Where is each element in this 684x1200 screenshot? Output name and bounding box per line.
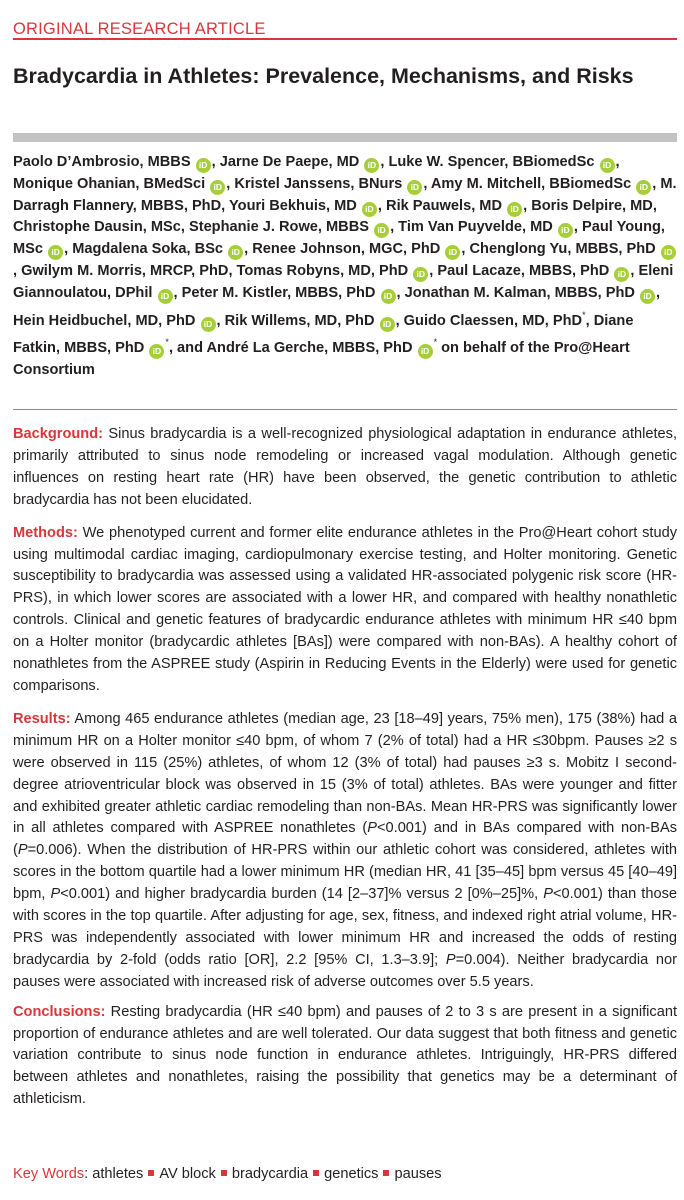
author: Renee Johnson, MGC, PhD <box>252 241 441 258</box>
section-label: ORIGINAL RESEARCH ARTICLE <box>13 20 266 38</box>
orcid-icon[interactable]: iD <box>407 180 422 195</box>
abstract-conclusions <box>13 1002 677 1112</box>
author: Magdalena Soka, BSc <box>72 241 224 258</box>
orcid-icon[interactable]: iD <box>158 289 173 304</box>
author: Jarne De Paepe, MD <box>219 154 360 170</box>
corresponding-author-star: * <box>165 337 169 348</box>
author: Rik Pauwels, MD <box>386 197 503 214</box>
author: Youri Bekhuis, MD <box>229 197 357 214</box>
methods-heading: Methods: <box>13 524 78 541</box>
orcid-icon[interactable]: iD <box>48 245 63 260</box>
p-value-symbol: P <box>50 886 61 903</box>
results-text-3: =0.006). When the distribution of HR-PRS within our athletic cohort was considered, athletes with scores in the bottom quartile had a lower minimum HR (median HR, 41 [35–45] bpm versus 45 [40–49] bpm, <box>13 842 677 903</box>
conclusions-text: Resting bradycardia (HR ≤40 bpm) and pauses of 2 to 3 s are present in a significant proportion of endurance athletes and are well tolerated. Our data suggest that both fitness and genetic variation contribute to sinus node function in endurance athletes. Intriguingly, HR-PRS differed between athletes and nonathletes, raising the possibility that genetics may be a determinant of athleticism. <box>13 1003 677 1108</box>
results-text-5: <0.001) than those with scores in the top quartile. After adjusting for age, sex, fitness, and indexed right atrial volume, HR-PRS was independently associated with lower minimum HR and increased the odds of resting bradycardia by 2-fold (odds ratio [OR], 2.2 [95% CI, 1.3–3.9]; <box>13 886 677 968</box>
orcid-icon[interactable]: iD <box>507 202 522 217</box>
keyword[interactable]: AV block <box>159 1166 216 1182</box>
orcid-icon[interactable]: iD <box>380 317 395 332</box>
author: Chenglong Yu, MBBS, PhD <box>469 241 656 258</box>
p-value-symbol: P <box>445 951 456 968</box>
orcid-icon[interactable]: iD <box>636 180 651 195</box>
orcid-icon[interactable]: iD <box>661 245 676 260</box>
key-words-colon: : <box>84 1166 93 1182</box>
abstract-results <box>13 709 677 994</box>
author: Amy M. Mitchell, BBiomedSc <box>430 175 632 192</box>
section-label-rule <box>13 38 677 40</box>
author: Stephanie J. Rowe, MBBS <box>188 219 369 236</box>
background-heading: Background: <box>13 426 103 442</box>
author: Peter M. Kistler, MBBS, PhD <box>181 284 376 301</box>
orcid-icon[interactable]: iD <box>374 223 389 238</box>
abstract-divider <box>13 409 677 410</box>
orcid-icon[interactable]: iD <box>196 158 211 173</box>
orcid-icon[interactable]: iD <box>418 344 433 359</box>
orcid-icon[interactable]: iD <box>381 289 396 304</box>
author: Rik Willems, MD, PhD <box>224 312 375 329</box>
title-divider-bar <box>13 133 677 142</box>
author: Paolo D’Ambrosio, MBBS <box>13 154 191 170</box>
orcid-icon[interactable]: iD <box>201 317 216 332</box>
author: Paul Lacaze, MBBS, PhD <box>437 262 610 279</box>
author: Tomas Robyns, MD, PhD <box>236 262 409 279</box>
conclusions-heading: Conclusions: <box>13 1003 106 1020</box>
keyword[interactable]: pauses <box>394 1166 442 1182</box>
orcid-icon[interactable]: iD <box>445 245 460 260</box>
results-text-2: <0.001) and in BAs compared with non-BAs ( <box>13 820 678 859</box>
abstract <box>13 424 677 1122</box>
author: Tim Van Puyvelde, MD <box>398 219 553 236</box>
orcid-icon[interactable]: iD <box>362 202 377 217</box>
orcid-icon[interactable]: iD <box>640 289 655 304</box>
author: M. Darragh Flannery, MBBS, PhD <box>13 175 677 214</box>
orcid-icon[interactable]: iD <box>228 245 243 260</box>
keyword[interactable]: bradycardia <box>231 1166 309 1182</box>
abstract-background <box>13 424 677 512</box>
author: Jonathan M. Kalman, MBBS, PhD <box>404 284 635 301</box>
square-bullet-icon <box>313 1170 319 1176</box>
author: Boris Delpire, MD <box>531 197 653 214</box>
consortium-credit: on behalf of the Pro@Heart Consortium <box>13 340 630 379</box>
author: Eleni Giannoulatou, DPhil <box>13 262 674 301</box>
key-words-heading: Key Words <box>13 1166 85 1182</box>
author: Luke W. Spencer, BBiomedSc <box>388 154 595 170</box>
author: Hein Heidbuchel, MD, PhD <box>13 312 196 329</box>
authors-and: and <box>177 340 207 357</box>
key-words <box>13 1164 677 1185</box>
corresponding-author-star: * <box>582 309 586 320</box>
methods-text: We phenotyped current and former elite endurance athletes in the Pro@Heart cohort study using multimodal cardiac imaging, cardiopulmonary exercise testing, and Holter monitoring. Genetic susceptibility to bradycardia was assessed using a validated HR-associated polygenic risk score (HR-PRS), in which lower scores are associated with a lower HR, and compared with healthy nonathletic controls. Clinical and genetic features of bradycardic endurance athletes with minimum HR ≤40 bpm on a Holter monitor (bradycardic athletes [BAs]) were compared with non-BAs). A healthy cohort of nonathletes from the ASPREE study (Aspirin in Reducing Events in the Elderly) were used for genetic comparisons. <box>13 524 677 694</box>
author: Paul Young, MSc <box>13 219 665 258</box>
square-bullet-icon <box>383 1170 389 1176</box>
author: Gwilym M. Morris, MRCP, PhD <box>21 262 229 279</box>
results-text-1: Among 465 endurance athletes (median age, 23 [18–49] years, 75% men), 175 (38%) had a minimum HR on a Holter monitor ≤40 bpm, of whom 7 (2% of total) had a HR ≤30bpm. Pauses ≥2 s were observed in 115 (25%) athletes, of whom 12 (3% of total) had pauses ≥3 s. Mobitz I second-degree atrioventricular block was observed in 15 (3% of total) athletes. BAs were younger and fitter and exhibited greater athletic cardiac remodeling than non-BAs. Mean HR-PRS was significantly lower in all athletes compared with ASPREE nonathletes ( <box>13 710 677 837</box>
background-text: Sinus bradycardia is a well-recognized physiological adaptation in endurance athletes, primarily attributed to sinus node remodeling or increased vagal modulation. Although genetic influences on resting heart rate (HR) have been observed, the genetic contribution to athletic bradycardia has not been elucidated. <box>13 426 677 508</box>
orcid-icon[interactable]: iD <box>210 180 225 195</box>
author: Diane Fatkin, MBBS, PhD <box>13 312 634 357</box>
orcid-icon[interactable]: iD <box>600 158 615 173</box>
author: Monique Ohanian, BMedSci <box>13 175 206 192</box>
keyword[interactable]: athletes <box>92 1166 144 1182</box>
p-value-symbol: P <box>543 886 553 903</box>
p-value-symbol: P <box>367 820 377 837</box>
author: Kristel Janssens, BNurs <box>234 175 403 192</box>
corresponding-author-star: * <box>433 337 438 348</box>
keyword[interactable]: genetics <box>324 1166 379 1182</box>
author: André La Gerche, MBBS, PhD <box>206 340 413 357</box>
p-value-symbol: P <box>17 842 28 859</box>
author-list: Paolo D’Ambrosio, MBBS iD , Jarne De Paepe, MD iD , Luke W. Spencer, BBiomedSc iD , Monique Ohanian, BMedSci iD , Kristel Janssens, BNurs iD , Amy M. Mitchell, BBiomedSc iD , M. Darragh Flannery, MBBS, PhD, Youri Bekhuis, MD iD , Rik Pauwels, MD iD , Boris Delpire, MD, Christophe Dausin, MSc, Stephanie J. Rowe, MBBS iD , Tim Van Puyvelde, MD iD , Paul Young, MSc iD , Magdalena Soka, BSc iD , Renee Johnson, MGC, PhD iD , Chenglong Yu, MBBS, PhD iD, Gwilym M. Morris, MRCP, PhD, Tomas Robyns, MD, PhD iD , Paul Lacaze, MBBS, PhD iD , Eleni Giannoulatou, DPhil iD , Peter M. Kistler, MBBS, PhD iD , Jonathan M. Kalman, MBBS, PhD iD , Hein Heidbuchel, MD, PhD iD , Rik Willems, MD, PhD iD , Guido Claessen, MD, PhD*, Diane Fatkin, MBBS, PhD iD*, and André La Gerche, MBBS, PhD iD* on behalf of the Pro@Heart Consortium <box>13 154 677 379</box>
results-heading: Results: <box>13 710 71 727</box>
article-title: Bradycardia in Athletes: Prevalence, Mechanisms, and Risks <box>13 64 634 88</box>
author: Guido Claessen, MD, PhD <box>403 312 583 329</box>
orcid-icon[interactable]: iD <box>149 344 164 359</box>
orcid-icon[interactable]: iD <box>614 267 629 282</box>
square-bullet-icon <box>221 1170 227 1176</box>
results-text-4: <0.001) and higher bradycardia burden (14 [2–37]% versus 2 [0%–25]%, <box>60 886 544 903</box>
orcid-icon[interactable]: iD <box>558 223 573 238</box>
square-bullet-icon <box>148 1170 154 1176</box>
author: Christophe Dausin, MSc <box>13 219 181 236</box>
orcid-icon[interactable]: iD <box>364 158 379 173</box>
abstract-methods <box>13 523 677 698</box>
results-text-6: =0.004). Neither bradycardia nor pauses were associated with increased risk of adverse outcomes over 5.5 years. <box>13 951 678 990</box>
orcid-icon[interactable]: iD <box>413 267 428 282</box>
